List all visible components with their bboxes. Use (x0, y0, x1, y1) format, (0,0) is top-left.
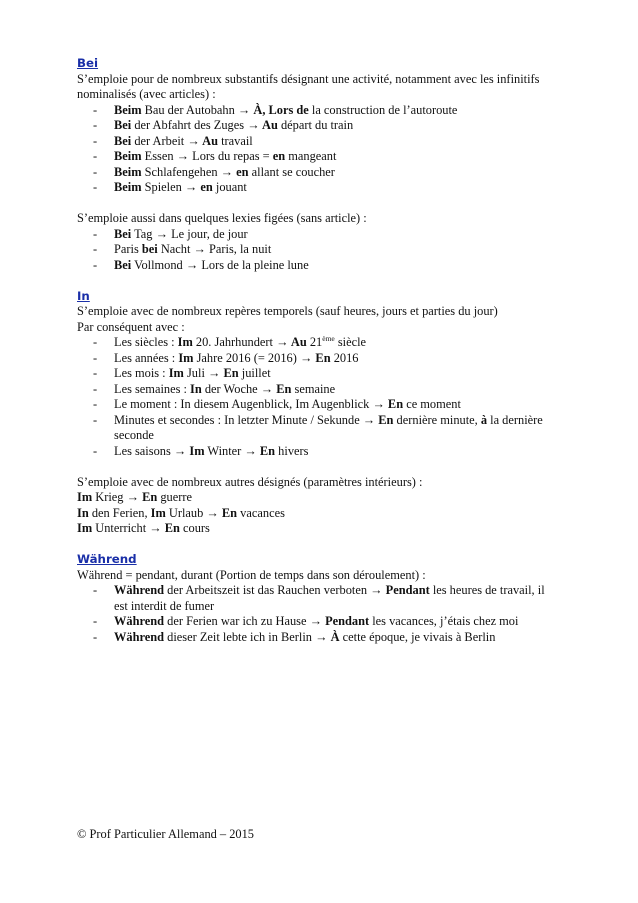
text-run: Le moment : In diesem Augenblick, Im Augenblick (114, 397, 373, 411)
text-run: À (327, 629, 340, 644)
arrow-icon: → (237, 102, 251, 117)
arrow-icon: → (208, 366, 221, 380)
text-run: Pendant (382, 583, 430, 597)
list-item (77, 444, 557, 460)
text-run: dernière minute, (393, 412, 481, 427)
list-item (77, 335, 557, 351)
list-item (77, 382, 557, 398)
text-line (77, 506, 557, 522)
text-run: Bei (114, 226, 132, 241)
list-item (77, 614, 557, 630)
text-run: départ du train (277, 118, 354, 132)
arrow-icon: → (315, 629, 328, 644)
text-run: vacances (237, 505, 285, 520)
text-run: Pendant (321, 614, 370, 628)
footer-copyright: © Prof Particulier Allemand – 2015 (77, 827, 255, 841)
dash-bullet: - (93, 443, 98, 458)
heading-waehrend: Während (77, 552, 137, 566)
in-intro-2: S’emploie avec de nombreux autres désignés (paramètres intérieurs) : (77, 474, 423, 489)
dash-bullet: - (93, 335, 98, 349)
text-run: Les mois : (114, 366, 169, 380)
text-run: bei (141, 242, 158, 256)
waehrend-intro: Während = pendant, durant (Portion de temps dans son déroulement) : (77, 567, 426, 582)
dash-bullet: - (93, 412, 98, 427)
arrow-icon: → (220, 164, 234, 179)
heading-in: In (77, 288, 90, 303)
text-run: der Ferien war ich zu Hause (164, 614, 310, 628)
dash-bullet: - (93, 102, 98, 117)
dash-bullet: - (93, 118, 98, 132)
text-run: den Ferien, (88, 505, 151, 520)
text-run: Les siècles : (114, 335, 178, 349)
text-run: Im (168, 366, 184, 380)
text-run: Im (77, 521, 93, 535)
arrow-icon: → (187, 133, 200, 148)
arrow-icon: → (362, 412, 376, 427)
list-item (77, 227, 557, 243)
text-run: Unterricht (92, 521, 150, 535)
text-run: en (197, 180, 213, 194)
dash-bullet: - (93, 149, 98, 163)
dash-bullet: - (93, 350, 98, 365)
arrow-icon: → (370, 583, 383, 597)
dash-bullet: - (93, 180, 98, 194)
text-run: Bei (114, 118, 132, 132)
text-run: Jahre 2016 (= 2016) (193, 350, 300, 365)
bei-intro: S’emploie pour de nombreux substantifs désignant une activité, notamment avec les infinitifs nominalisés (avec articles) : (77, 71, 540, 101)
text-line (77, 521, 557, 537)
in-intro: S’emploie avec de nombreux repères temporels (sauf heures, jours et parties du jour) (77, 304, 498, 318)
text-run: In (190, 381, 202, 396)
dash-bullet: - (93, 629, 98, 644)
text-run: ce moment (403, 397, 461, 411)
text-run: En (256, 443, 276, 458)
list-item (77, 149, 557, 165)
text-run: la dernière seconde (114, 412, 543, 442)
text-run: Paris, la nuit (205, 242, 272, 256)
arrow-icon: → (299, 350, 313, 365)
text-run: en (233, 164, 249, 179)
in-lines-other (77, 490, 557, 537)
text-run: En (273, 381, 292, 396)
list-item (77, 165, 557, 181)
text-run: semaine (291, 381, 336, 396)
text-run: Spielen (141, 180, 185, 194)
text-run: Juli (183, 366, 208, 380)
arrow-icon: → (126, 490, 139, 504)
text-run: Le jour, de jour (167, 226, 248, 241)
list-item (77, 351, 557, 367)
text-run: Beim (114, 149, 142, 163)
text-run: hivers (275, 443, 309, 458)
arrow-icon: → (149, 521, 162, 535)
text-run: Paris (114, 242, 142, 256)
text-run: cours (179, 521, 210, 535)
text-run: 2016 (330, 350, 359, 365)
list-item (77, 134, 557, 150)
text-run: Im (186, 443, 205, 458)
text-run: guerre (157, 490, 192, 504)
text-run: Krieg (92, 490, 127, 504)
text-run: Beim (114, 180, 142, 194)
arrow-icon: → (247, 118, 260, 132)
bei-list-activities (77, 103, 557, 196)
list-item (77, 397, 557, 413)
document-body (77, 56, 557, 645)
text-run: à (480, 412, 488, 427)
text-run: jouant (212, 180, 247, 194)
text-run: der Arbeitszeit ist das Rauchen verboten (164, 583, 371, 597)
text-run: En (312, 350, 331, 365)
dash-bullet: - (93, 133, 98, 148)
text-run: Im (77, 490, 93, 504)
text-run: Winter (204, 443, 245, 458)
arrow-icon: → (155, 226, 168, 241)
text-run: Im (178, 350, 194, 365)
arrow-icon: → (309, 614, 322, 628)
text-run: Während (114, 629, 165, 644)
text-run: In (77, 505, 89, 520)
arrow-icon: → (206, 505, 219, 520)
text-run: En (161, 521, 180, 535)
heading-bei: Bei (77, 56, 99, 70)
text-run: En (218, 505, 238, 520)
arrow-icon: → (372, 397, 385, 411)
dash-bullet: - (93, 381, 98, 396)
text-run: juillet (238, 366, 271, 380)
list-item (77, 242, 557, 258)
text-run: les heures de travail, il est interdit de fumer (114, 583, 545, 613)
arrow-icon: → (185, 257, 199, 272)
text-run: Minutes et secondes : In letzter Minute / Sekunde (114, 412, 363, 427)
text-run: cette époque, je vivais à Berlin (339, 629, 496, 644)
list-item (77, 118, 557, 134)
text-run: allant se coucher (248, 164, 335, 179)
text-run: Bei (114, 257, 132, 272)
bei-intro-2: S’emploie aussi dans quelques lexies figées (sans article) : (77, 211, 367, 225)
text-run: mangeant (285, 149, 337, 163)
in-intro-b: Par conséquent avec : (77, 319, 185, 334)
text-run: ème (322, 333, 335, 343)
list-item (77, 366, 557, 382)
in-list-temporal (77, 335, 557, 459)
text-run: Im (150, 505, 166, 520)
text-run: en (272, 149, 286, 163)
text-run: Beim (114, 164, 142, 179)
bei-list-fixed (77, 227, 557, 274)
text-run: Urlaub (165, 505, 207, 520)
list-item (77, 413, 557, 444)
text-run: 20. Jahrhundert (192, 335, 277, 349)
text-run: Während (114, 583, 165, 597)
arrow-icon: → (276, 335, 289, 349)
text-run: Während (114, 614, 165, 628)
arrow-icon: → (184, 180, 198, 194)
text-run: 21 (306, 335, 323, 349)
dash-bullet: - (93, 397, 98, 411)
text-run: Bau der Autobahn (141, 102, 238, 117)
text-run: Les années : (114, 350, 179, 365)
list-item (77, 258, 557, 274)
dash-bullet: - (93, 242, 98, 256)
text-run: Im (177, 335, 193, 349)
text-run: la construction de l’autoroute (308, 102, 458, 117)
text-run: Les semaines : (114, 381, 191, 396)
arrow-icon: → (173, 443, 187, 458)
text-run: travail (217, 133, 253, 148)
arrow-icon: → (260, 381, 274, 396)
text-run: Essen (141, 149, 177, 163)
text-run: Au (259, 118, 278, 132)
text-run: Les saisons (114, 443, 174, 458)
text-run: En (384, 397, 404, 411)
waehrend-list (77, 583, 557, 645)
arrow-icon: → (193, 242, 206, 256)
list-item (77, 180, 557, 196)
text-run: Au (288, 335, 307, 349)
text-run: En (138, 490, 158, 504)
dash-bullet: - (93, 257, 98, 272)
text-run: Tag (131, 226, 156, 241)
text-run: les vacances, j’étais chez moi (369, 614, 519, 628)
list-item (77, 103, 557, 119)
text-run: Bei (114, 133, 132, 148)
text-run: En (375, 412, 394, 427)
list-item (77, 630, 557, 646)
text-run: Vollmond (131, 257, 186, 272)
text-run: der Arbeit (131, 133, 188, 148)
text-run: À, Lors de (250, 102, 309, 117)
text-run: Lors du repas = (189, 149, 273, 163)
text-run: Schlafengehen (141, 164, 221, 179)
dash-bullet: - (93, 164, 98, 179)
text-run: Lors de la pleine lune (198, 257, 309, 272)
dash-bullet: - (93, 614, 98, 628)
text-run: der Abfahrt des Zuges (131, 118, 248, 132)
text-run: dieser Zeit lebte ich in Berlin (164, 629, 316, 644)
text-run: Nacht (157, 242, 194, 256)
text-run: Au (199, 133, 218, 148)
text-run: Beim (114, 102, 142, 117)
list-item (77, 583, 557, 614)
dash-bullet: - (93, 366, 98, 380)
dash-bullet: - (93, 583, 98, 597)
text-run: der Woche (201, 381, 261, 396)
text-line (77, 490, 557, 506)
text-run: siècle (334, 335, 367, 349)
arrow-icon: → (176, 149, 190, 163)
arrow-icon: → (244, 443, 257, 458)
dash-bullet: - (93, 226, 98, 241)
text-run: En (220, 366, 239, 380)
